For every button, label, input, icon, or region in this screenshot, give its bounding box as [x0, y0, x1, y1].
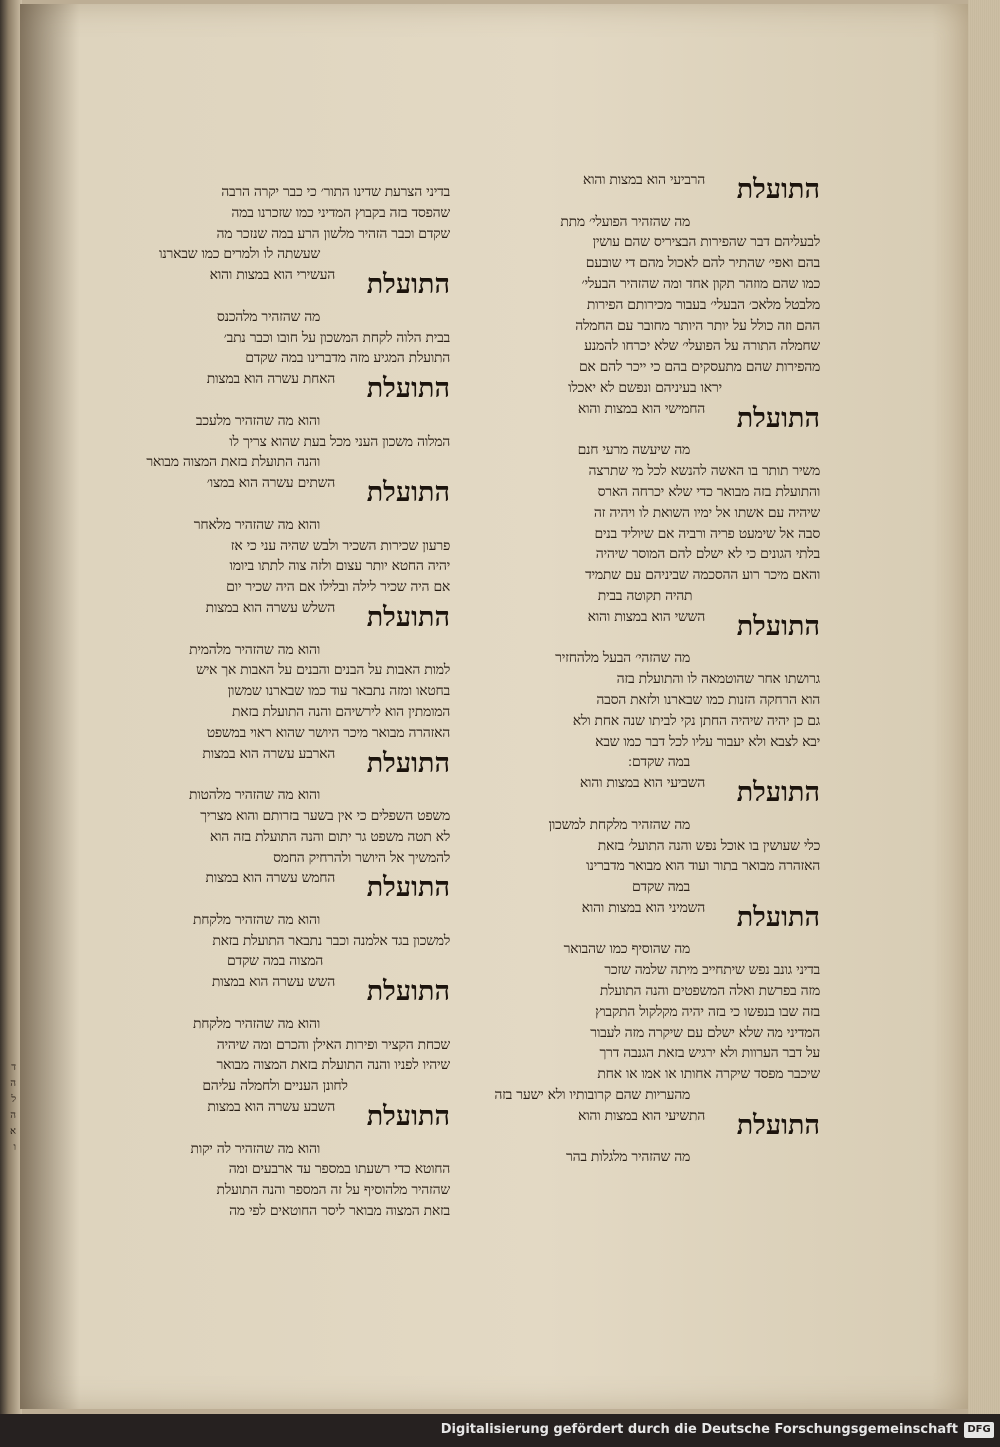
text-line: להמשיך אל היושר ולהרחיק החמס [273, 849, 450, 866]
section-heading: התועלת [366, 269, 450, 301]
text-line: מה שהזהיר מלהכנס [216, 308, 320, 325]
text-line: החמישי הוא במצות והוא [577, 400, 705, 417]
section-heading: התועלת [366, 601, 450, 633]
text-line: השש עשרה הוא במצות [211, 974, 335, 991]
text-line: שיהיו לפניו והנה התועלת בזאת המצוה מבואר [216, 1057, 450, 1074]
text-line: לא תטה משפט גר יתום והנה התועלת בזה הוא [209, 828, 450, 845]
section-heading: התועלת [736, 901, 820, 933]
text-line: והנה התועלת בזאת המצוה מבואר [146, 454, 320, 471]
edge-mark: ד [11, 1062, 16, 1073]
text-line: פרעון שכירות השכיר ולבש שהיה עני כי אז [230, 537, 450, 554]
text-line: במה שקדם ׃ [628, 754, 690, 771]
text-line: מה שהזהיר הפועלי׳ מתת [560, 213, 690, 230]
section-heading: התועלת [366, 477, 450, 509]
text-line: החוטא כדי רשעתו במספר עד ארבעים ומה [228, 1161, 450, 1178]
text-line: שיהיה עם אשתו אל ימיו השואת לו ויהיה זה [593, 504, 820, 521]
text-line: משפט השפלים כי אין בשער בזרותם והוא מצריך [200, 807, 450, 824]
section-heading-row [100, 868, 450, 910]
text-line: משיר תותר בו האשה להנשא לכל מי שתרצה [588, 463, 820, 480]
text-line: יראו בעיניהם ונפשם לא יאכלו [568, 379, 722, 396]
text-line: למות האבות על הבנים והבנים על האבות אך איש [196, 662, 450, 679]
text-line: המדיני מה שלא ישלם עם שיקרה מזה לעבור [590, 1024, 820, 1041]
text-line: למשכון בגד אלמנה וכבר נתבאר התועלת בזאת [212, 932, 450, 949]
text-line: מהפירות שהם מתעסקים בהם כי ייכר להם אם [578, 359, 820, 376]
text-line: לחונן העניים ולחמלה עליהם [202, 1078, 348, 1095]
text-line: והוא מה שהזהיר מלקחת [193, 1015, 320, 1032]
section-heading-row [470, 773, 820, 815]
text-line: והאם מיכר רוע ההסכמה שביניהם עם שתמיד [585, 567, 820, 584]
text-line: בדיני הצרעת שדינו התור׳ כי כבר יקרה הרבה [221, 184, 450, 200]
text-line: המצוה במה שקדם [227, 953, 323, 970]
text-line: יהיה החטא יותר עצום ולזה צוה לתתו ביומו [229, 558, 450, 575]
text-line: מה שהוסיף כמו שהבואר [563, 941, 690, 958]
right-text-column [470, 170, 820, 1168]
edge-mark: ו [13, 1142, 16, 1153]
text-line: שכחת הקציר ופירות האילן והכרם ומה שיהיה [216, 1036, 450, 1053]
text-line: והוא מה שהזהיר מלאחר [193, 516, 320, 533]
text-line: בדיני גונב נפש שיתחייב מיתה שלמה שזכר [604, 962, 820, 979]
text-line: מה שהזהי׳ הבעל מלהחזיר [555, 650, 690, 667]
text-line: בלתי הגונים כי לא ישלם להם המוסר שיהיה [595, 546, 820, 563]
text-line: והוא מה שהזהיר מלקחת [193, 911, 320, 928]
text-line: יבא לצבא ולא יעבור עליו לכל דבר כמו שבא [595, 733, 820, 750]
section-heading-row [100, 369, 450, 411]
text-line: שקדם וכבר הזהיר מלשון הרע במה שנזכר מה [216, 225, 450, 242]
text-line: השלש עשרה הוא במצות [205, 599, 335, 616]
text-line: הוא הרחקה הזנות כמו שבארנו ולזאת הסבה [596, 691, 820, 708]
left-text-column [100, 182, 450, 1222]
footer-bar [0, 1414, 1000, 1447]
text-line: מזה בפרשת ואלה המשפטים והנה התועלת [599, 983, 820, 1000]
section-heading-row [100, 744, 450, 786]
section-heading-row [100, 598, 450, 640]
text-line: שיכבר מפסד שיקרה אחותו או אמו או אחת [597, 1066, 820, 1083]
section-heading: התועלת [366, 872, 450, 904]
section-heading: התועלת [736, 1109, 820, 1141]
section-heading-row [470, 170, 820, 212]
text-line: בזאת המצוה מבואר ליסר החוטאים לפי מה [229, 1203, 450, 1220]
text-line: תהיה תקוטה בבית [597, 587, 693, 604]
text-line: כלי שעושין בו אוכל נפש והנה התועל׳ בזאת [597, 837, 820, 854]
text-line: השביעי הוא במצות והוא [579, 775, 705, 792]
text-line: אם היה שכיר לילה ובלילו אם היה שכיר יום [226, 579, 450, 596]
section-heading: התועלת [366, 1101, 450, 1133]
text-line: בזה שבו בנפשו כי בזה יהיה מקלקול התקבוץ [595, 1003, 820, 1020]
left-edge-marks [2, 1060, 16, 1156]
section-heading-row [100, 972, 450, 1014]
text-line: האזהרה מבואר בתור ועוד הוא מבואר מדברינו [586, 858, 820, 875]
text-line: גם כן יהיה שיהיה החתן נקי לביתו שנה אחת ולא [572, 712, 820, 729]
text-line: שחמלה התורה על הפועלי׳ שלא יכרחו להמנע [584, 338, 820, 355]
text-line: והוא מה שהזהיר מלהטות [189, 787, 320, 804]
section-heading: התועלת [736, 777, 820, 809]
text-line: המלוה משכון העני מכל בעת שהוא צריך לו [229, 433, 450, 450]
text-line: שהזהיר מלהוסיף על זה המספר והנה התועלת [216, 1182, 450, 1199]
text-line: מה שיעשה מרעי חנם [577, 442, 690, 459]
text-line: החמש עשרה הוא במצות [205, 870, 335, 887]
left-page-edge [0, 0, 22, 1414]
section-heading-row [100, 265, 450, 307]
gutter-shadow [20, 4, 80, 1409]
text-line: הרביעי הוא במצות והוא [582, 172, 705, 188]
text-line: השמיני הוא במצות והוא [581, 899, 705, 916]
text-line: העשירי הוא במצות והוא [209, 267, 335, 284]
section-heading: התועלת [366, 976, 450, 1008]
section-heading-row [470, 898, 820, 940]
section-heading: התועלת [736, 402, 820, 434]
text-line: האחת עשרה הוא במצות [206, 371, 335, 388]
section-heading-row [470, 607, 820, 649]
section-heading-row [100, 473, 450, 515]
dfg-logo: DFG [964, 1422, 994, 1438]
text-line: גרושתו אחר שהוטמאה לו והתועלת בזה [616, 671, 820, 688]
text-line: והתועלת בזה מבואר כדי שלא יכרחה הארס [597, 483, 820, 500]
text-line: התועלת המגיע מזה מדברינו במה שקדם [245, 350, 450, 367]
text-line: על דבר הערוות ולא ירגיש בזאת הגנבה דרך [599, 1045, 820, 1062]
text-line: שעשתה לו ולמרים כמו שבארנו [159, 246, 320, 263]
text-line: מה שהזהיר מלקחת למשכון [548, 816, 690, 833]
edge-mark: ל [11, 1094, 16, 1105]
text-line: הששי הוא במצות והוא [587, 608, 705, 625]
text-line: התשיעי הוא במצות והוא [578, 1107, 705, 1124]
section-heading: התועלת [736, 174, 820, 205]
text-line: כמו שהם מוזהר תקון אחד ומה שהזהיר הבעלי׳ [581, 275, 820, 292]
text-line: והוא מה שהזהיר מלהמית [189, 641, 320, 658]
digitization-credit: Digitalisierung gefördert durch die Deutsche Forschungsgemeinschaft [440, 1422, 958, 1437]
text-line: השבע עשרה הוא במצות [207, 1099, 335, 1116]
text-line: בהם ואפי׳ שהתיר להם לאכול מהם די שובעם [585, 255, 820, 272]
text-line: האזהרה מבואר מיכר היושר שהוא ראוי במשפט [206, 724, 450, 741]
text-line: בחטאו ומזה נתבאר עוד כמו שבארנו שמשון [227, 683, 450, 700]
section-heading: התועלת [366, 747, 450, 779]
edge-mark: ה [10, 1078, 16, 1089]
text-line: השתים עשרה הוא במצו׳ [206, 475, 335, 492]
text-line: והוא מה שהזהיר לה יקות [190, 1140, 320, 1157]
section-heading-row [100, 1097, 450, 1139]
section-heading-row [470, 1106, 820, 1148]
edge-mark: א [9, 1126, 16, 1137]
text-line: במה שקדם [631, 879, 690, 896]
edge-mark: ה [10, 1110, 16, 1121]
text-line: בבית הלוה לקחת המשכון על חובו וכבר נתב׳ [223, 329, 450, 346]
section-heading: התועלת [366, 373, 450, 405]
page-stack-edge [968, 0, 1000, 1414]
text-line: ההם וזה כולל על יותר היותר מחובר עם החמלה [575, 317, 820, 334]
section-heading: התועלת [736, 610, 820, 642]
text-line: הארבע עשרה הוא במצות [202, 745, 335, 762]
text-line: והוא מה שהזהיר מלעכב [195, 412, 320, 429]
section-heading-row [470, 399, 820, 441]
text-line: שהפסד בזה בקבוץ המדיני כמו שזכרנו במה [231, 204, 450, 221]
text-line: מלבטל מלאכ׳ הבעלי׳ בעבור מכירותם הפירות [586, 296, 820, 313]
text-line: מהעריות שהם קרובותיו ולא ישער בזה [494, 1087, 690, 1104]
text-line: סבה אל שימעט פריה ורביה אם שיוליד בנים [594, 525, 820, 542]
text-line: המומתין הוא לירשיהם והנה התועלת בזאת [232, 703, 450, 720]
text-line: לבעליהם דבר שהפירות הבציריס שהם עושין [592, 234, 820, 251]
text-line: מה שהזהיר מלגלות בהר [566, 1149, 690, 1166]
